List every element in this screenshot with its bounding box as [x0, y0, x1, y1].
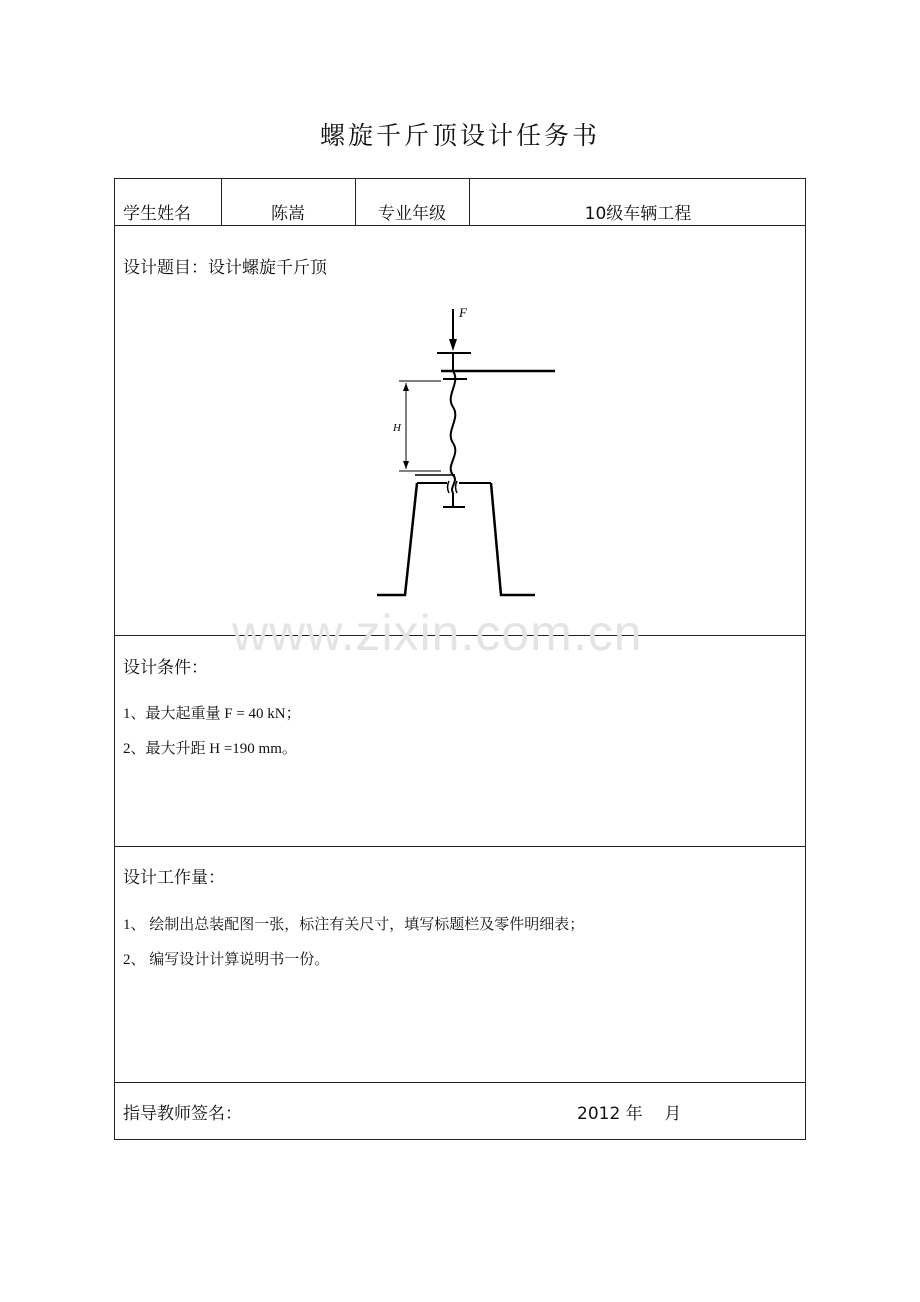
- major-value: 10级车辆工程: [584, 204, 692, 224]
- row-divider: [115, 846, 805, 847]
- signature-date: 2012 年 月: [577, 1104, 682, 1124]
- major-label: 专业年级: [378, 204, 446, 224]
- workload-item: 2、 编写设计计算说明书一份。: [123, 952, 330, 968]
- signature-label: 指导教师签名：: [123, 1104, 242, 1124]
- condition-item: 1、最大起重量 F = 40 kN；: [123, 706, 301, 722]
- student-name-label: 学生姓名: [123, 204, 191, 224]
- row-divider: [115, 1082, 805, 1083]
- row-divider: [115, 225, 805, 226]
- base-right: [491, 483, 535, 595]
- arrow-head-icon: [449, 339, 457, 351]
- student-name-value: 陈嵩: [271, 204, 305, 224]
- workload-heading: 设计工作量：: [123, 868, 225, 888]
- jack-diagram: [115, 299, 807, 629]
- height-label: H: [393, 422, 401, 434]
- force-label: F: [459, 305, 467, 320]
- task-form: [114, 178, 806, 1140]
- base-left: [377, 483, 417, 595]
- design-topic: 设计题目：设计螺旋千斤顶: [123, 258, 327, 278]
- watermark-text: www.zixin.com.cn: [232, 605, 643, 661]
- workload-item: 1、 绘制出总装配图一张，标注有关尺寸，填写标题栏及零件明细表；: [123, 917, 585, 933]
- page-title: 螺旋千斤顶设计任务书: [319, 121, 600, 150]
- condition-item: 2、最大升距 H =190 mm。: [123, 741, 297, 757]
- conditions-heading: 设计条件：: [123, 658, 208, 678]
- row-divider: [115, 635, 805, 636]
